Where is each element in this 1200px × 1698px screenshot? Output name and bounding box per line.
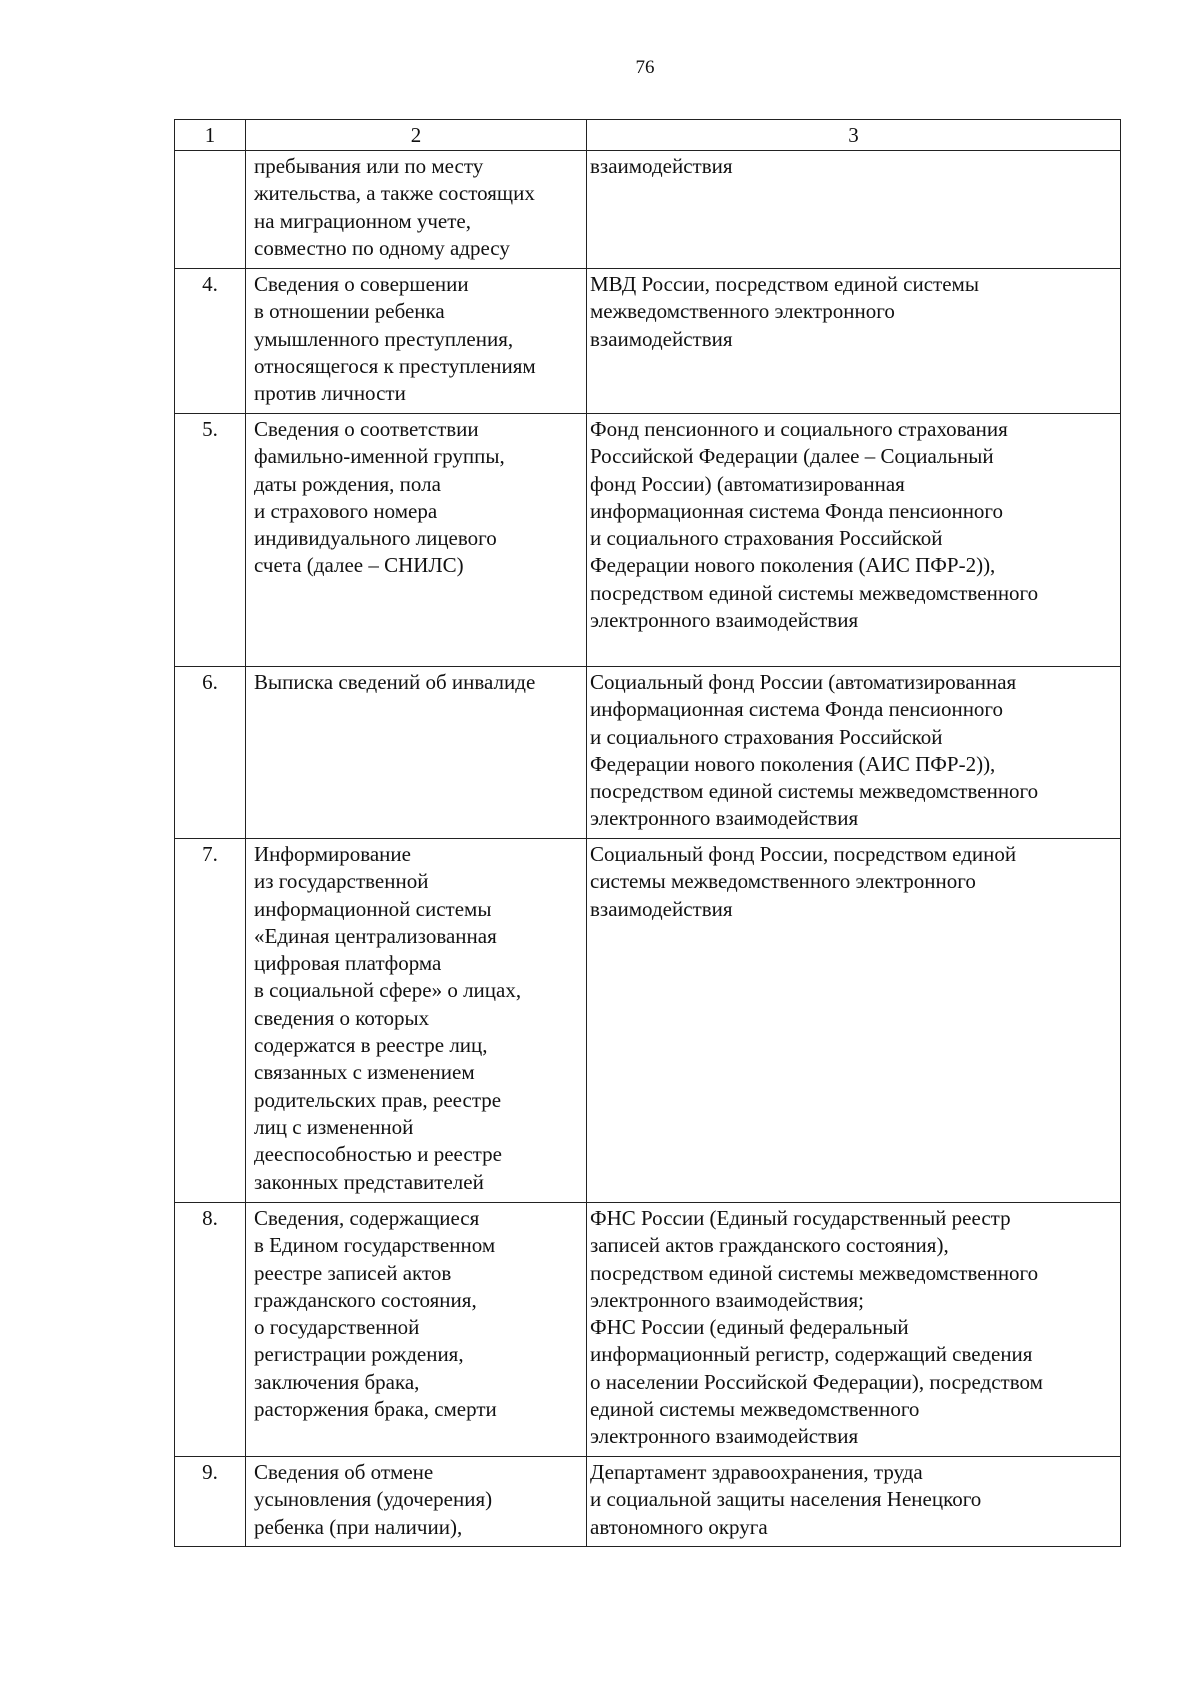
row-number [175, 151, 246, 269]
column-header-info: 2 [246, 120, 587, 151]
table-row [175, 269, 1121, 414]
row-info: Информирование из государственной информационной системы «Единая централизованная цифровая платформа в социальной сфере» о лицах, сведения о которых содержатся в реестре лиц, связанных с изменением родительских прав, реестре лиц с измененной дееспособностью и реестре законных представителей [246, 839, 587, 1203]
row-info: Выписка сведений об инвалиде [246, 667, 587, 839]
row-number: 7. [175, 839, 246, 1203]
row-number: 9. [175, 1457, 246, 1547]
column-header-number: 1 [175, 120, 246, 151]
document-table [174, 119, 1121, 1547]
row-info: Сведения о соответствии фамильно-именной группы, даты рождения, пола и страхового номера индивидуального лицевого счета (далее – СНИЛС) [246, 414, 587, 667]
row-info: пребывания или по месту жительства, а также состоящих на миграционном учете, совместно по одному адресу [246, 151, 587, 269]
row-source: ФНС России (Единый государственный реестр записей актов гражданского состояния), посредством единой системы межведомственного электронного взаимодействия; ФНС России (единый федеральный информационный регистр, содержащий сведения о населении Российской Федерации), посредством единой системы межведомственного электронного взаимодействия [587, 1203, 1121, 1457]
row-info: Сведения об отмене усыновления (удочерения) ребенка (при наличии), [246, 1457, 587, 1547]
table-row [175, 667, 1121, 839]
page-number: 76 [635, 57, 655, 78]
row-info: Сведения о совершении в отношении ребенка умышленного преступления, относящегося к преступлениям против личности [246, 269, 587, 414]
table-row [175, 414, 1121, 667]
table-row [175, 839, 1121, 1203]
column-header-source: 3 [587, 120, 1121, 151]
row-number: 8. [175, 1203, 246, 1457]
row-number: 6. [175, 667, 246, 839]
row-source: взаимодействия [587, 151, 1121, 269]
table-row [175, 151, 1121, 269]
row-info: Сведения, содержащиеся в Едином государственном реестре записей актов гражданского состояния, о государственной регистрации рождения, заключения брака, расторжения брака, смерти [246, 1203, 587, 1457]
table-row [175, 1203, 1121, 1457]
row-source: Фонд пенсионного и социального страхования Российской Федерации (далее – Социальный фонд России) (автоматизированная информационная система Фонда пенсионного и социального страхования Российской Федерации нового поколения (АИС ПФР-2)), посредством единой системы межведомственного электронного взаимодействия [587, 414, 1121, 667]
row-source: Социальный фонд России (автоматизированная информационная система Фонда пенсионного и социального страхования Российской Федерации нового поколения (АИС ПФР-2)), посредством единой системы межведомственного электронного взаимодействия [587, 667, 1121, 839]
row-number: 5. [175, 414, 246, 667]
table-header-row [175, 120, 1121, 151]
row-source: Социальный фонд России, посредством единой системы межведомственного электронного взаимодействия [587, 839, 1121, 1203]
row-number: 4. [175, 269, 246, 414]
row-source: МВД России, посредством единой системы межведомственного электронного взаимодействия [587, 269, 1121, 414]
row-source: Департамент здравоохранения, труда и социальной защиты населения Ненецкого автономного округа [587, 1457, 1121, 1547]
table-row [175, 1457, 1121, 1547]
